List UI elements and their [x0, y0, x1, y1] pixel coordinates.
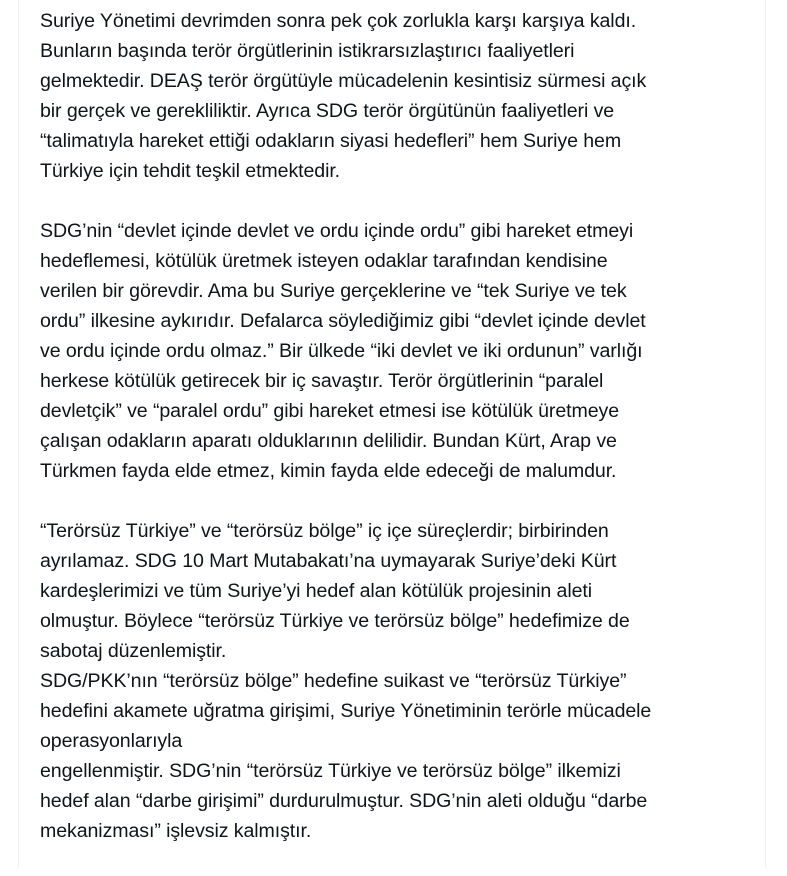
text-line: hedeflemesi, kötülük üretmek isteyen odaklar tarafından kendisine — [40, 250, 608, 272]
text-line: gelmektedir. DEAŞ terör örgütüyle mücadelenin kesintisiz sürmesi açık — [40, 70, 647, 92]
text-line: Bunların başında terör örgütlerinin istikrarsızlaştırıcı faaliyetleri — [40, 40, 575, 62]
text-line: kardeşlerimizi ve tüm Suriye’yi hedef alan kötülük projesinin aleti — [40, 580, 592, 602]
text-line: olmuştur. Böylece “terörsüz Türkiye ve terörsüz bölge” hedefimize de — [40, 610, 630, 632]
text-line: Türkiye için tehdit teşkil etmektedir. — [40, 160, 341, 182]
text-line: devletçik” ve “paralel ordu” gibi hareket etmesi ise kötülük üretmeye — [40, 400, 619, 422]
text-line: engellenmiştir. SDG’nin “terörsüz Türkiye ve terörsüz bölge” ilkemizi — [40, 760, 621, 782]
text-line: ayrılamaz. SDG 10 Mart Mutabakatı’na uymayarak Suriye’deki Kürt — [40, 550, 617, 572]
text-line: Suriye Yönetimi devrimden sonra pek çok zorlukla karşı karşıya kaldı. — [40, 10, 637, 32]
paragraph-2 — [40, 216, 752, 486]
text-line: hedef alan “darbe girişimi” durdurulmuştur. SDG’nin aleti olduğu “darbe — [40, 790, 648, 812]
post-card — [18, 0, 766, 868]
paragraph-1 — [40, 6, 752, 186]
text-line: SDG/PKK’nın “terörsüz bölge” hedefine suikast ve “terörsüz Türkiye” — [40, 670, 627, 692]
text-line: herkese kötülük getirecek bir iç savaştır. Terör örgütlerinin “paralel — [40, 370, 604, 392]
post-text — [40, 6, 752, 876]
text-line: operasyonlarıyla — [40, 730, 183, 752]
text-line: SDG’nin “devlet içinde devlet ve ordu içinde ordu” gibi hareket etmeyi — [40, 220, 634, 242]
text-line: ve ordu içinde ordu olmaz.” Bir ülkede “iki devlet ve iki ordunun” varlığı — [40, 340, 643, 362]
text-line: sabotaj düzenlemiştir. — [40, 640, 227, 662]
text-line: çalışan odakların aparatı olduklarının delilidir. Bundan Kürt, Arap ve — [40, 430, 617, 452]
text-line: Türkmen fayda elde etmez, kimin fayda elde edeceği de malumdur. — [40, 460, 617, 482]
text-line: verilen bir görevdir. Ama bu Suriye gerçeklerine ve “tek Suriye ve tek — [40, 280, 627, 302]
text-line: “talimatıyla hareket ettiği odakların siyasi hedefleri” hem Suriye hem — [40, 130, 622, 152]
text-line: bir gerçek ve gerekliliktir. Ayrıca SDG terör örgütünün faaliyetleri ve — [40, 100, 615, 122]
text-line: mekanizması” işlevsiz kalmıştır. — [40, 820, 312, 842]
paragraph-3 — [40, 516, 752, 846]
text-line: ordu” ilkesine aykırıdır. Defalarca söylediğimiz gibi “devlet içinde devlet — [40, 310, 646, 332]
text-line: “Terörsüz Türkiye” ve “terörsüz bölge” iç içe süreçlerdir; birbirinden — [40, 520, 609, 542]
text-line: hedefini akamete uğratma girişimi, Suriye Yönetiminin terörle mücadele — [40, 700, 652, 722]
